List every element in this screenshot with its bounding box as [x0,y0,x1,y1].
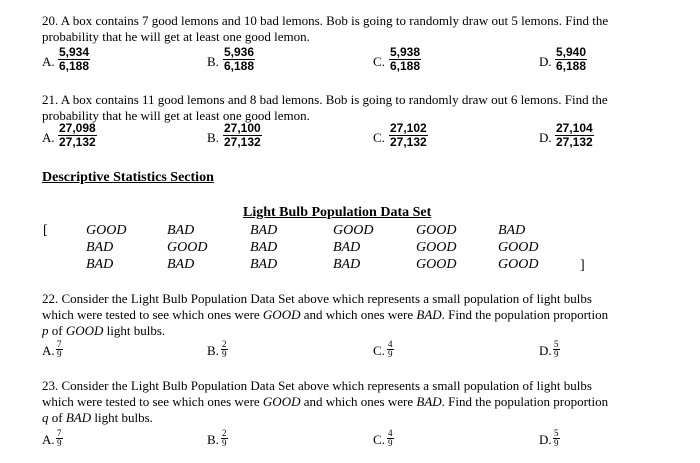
option-letter: D. [539,343,552,358]
option-letter: B. [207,343,219,358]
option-fraction: $\frac{5}{9}$ [554,428,559,448]
dataset-cell: GOOD [416,240,457,255]
option-fraction: $\frac{27,098}{27,132}$ [59,121,96,149]
option-letter: B. [207,54,219,69]
dataset-cell: BAD [498,223,526,238]
dataset-cell: BAD [167,257,195,272]
option-letter: A. [42,130,55,145]
option-fraction: $\frac{5,940}{6,188}$ [556,45,587,73]
q23-text-line3: q of BAD light bulbs. [42,410,153,425]
dataset-open-bracket: [ [43,223,48,238]
option-letter: A. [42,432,55,447]
option-fraction: $\frac{27,100}{27,132}$ [224,121,261,149]
dataset-cell: GOOD [416,223,457,238]
option-letter: B. [207,432,219,447]
dataset-cell: BAD [250,223,278,238]
q22-text-line2: which were tested to see which ones were GOOD and which ones were BAD. Find the population proportion [42,307,609,322]
option-fraction: $\frac{27,104}{27,132}$ [556,121,593,149]
option-letter: B. [207,130,219,145]
dataset-cell: BAD [86,257,114,272]
dataset-title: Light Bulb Population Data Set [243,205,432,220]
dataset-cell: GOOD [167,240,208,255]
dataset-cell: BAD [333,257,361,272]
section-heading: Descriptive Statistics Section [42,170,214,185]
q20-text-line2: probability that he will get at least one good lemon. [42,29,310,44]
option-fraction: $\frac{7}{9}$ [57,339,62,359]
dataset-cell: BAD [333,240,361,255]
dataset-cell: GOOD [333,223,374,238]
option-fraction: $\frac{27,102}{27,132}$ [390,121,427,149]
option-fraction: $\frac{4}{9}$ [388,339,393,359]
dataset-cell: GOOD [416,257,457,272]
option-letter: C. [373,130,385,145]
dataset-cell: GOOD [86,223,127,238]
option-letter: D. [539,432,552,447]
q21-text-line2: probability that he will get at least one good lemon. [42,108,310,123]
q23-text-line2: which were tested to see which ones were GOOD and which ones were BAD. Find the population proportion [42,394,609,409]
option-letter: C. [373,343,385,358]
dataset-cell: GOOD [498,240,539,255]
q22-text-line1: 22. Consider the Light Bulb Population Data Set above which represents a small population of light bulbs [42,291,592,306]
q23-text-line1: 23. Consider the Light Bulb Population Data Set above which represents a small population of light bulbs [42,378,592,393]
dataset-cell: BAD [250,240,278,255]
dataset-close-bracket: ] [580,258,585,273]
dataset-cell: BAD [86,240,114,255]
option-fraction: $\frac{7}{9}$ [57,428,62,448]
dataset-cell: BAD [250,257,278,272]
option-fraction: $\frac{4}{9}$ [388,428,393,448]
dataset-cell: BAD [167,223,195,238]
option-fraction: $\frac{5,938}{6,188}$ [390,45,421,73]
q21-text-line1: 21. A box contains 11 good lemons and 8 bad lemons. Bob is going to randomly draw out 6 lemons. Find the [42,92,608,107]
q20-text-line1: 20. A box contains 7 good lemons and 10 bad lemons. Bob is going to randomly draw out 5 lemons. Find the [42,13,609,28]
option-letter: D. [539,130,552,145]
option-letter: A. [42,54,55,69]
option-fraction: $\frac{5,934}{6,188}$ [59,45,90,73]
option-letter: D. [539,54,552,69]
option-fraction: $\frac{2}{9}$ [222,339,227,359]
option-letter: C. [373,432,385,447]
option-letter: A. [42,343,55,358]
q22-text-line3: p of GOOD light bulbs. [42,323,166,338]
option-fraction: $\frac{5}{9}$ [554,339,559,359]
option-fraction: $\frac{2}{9}$ [222,428,227,448]
option-letter: C. [373,54,385,69]
dataset-cell: GOOD [498,257,539,272]
option-fraction: $\frac{5,936}{6,188}$ [224,45,255,73]
